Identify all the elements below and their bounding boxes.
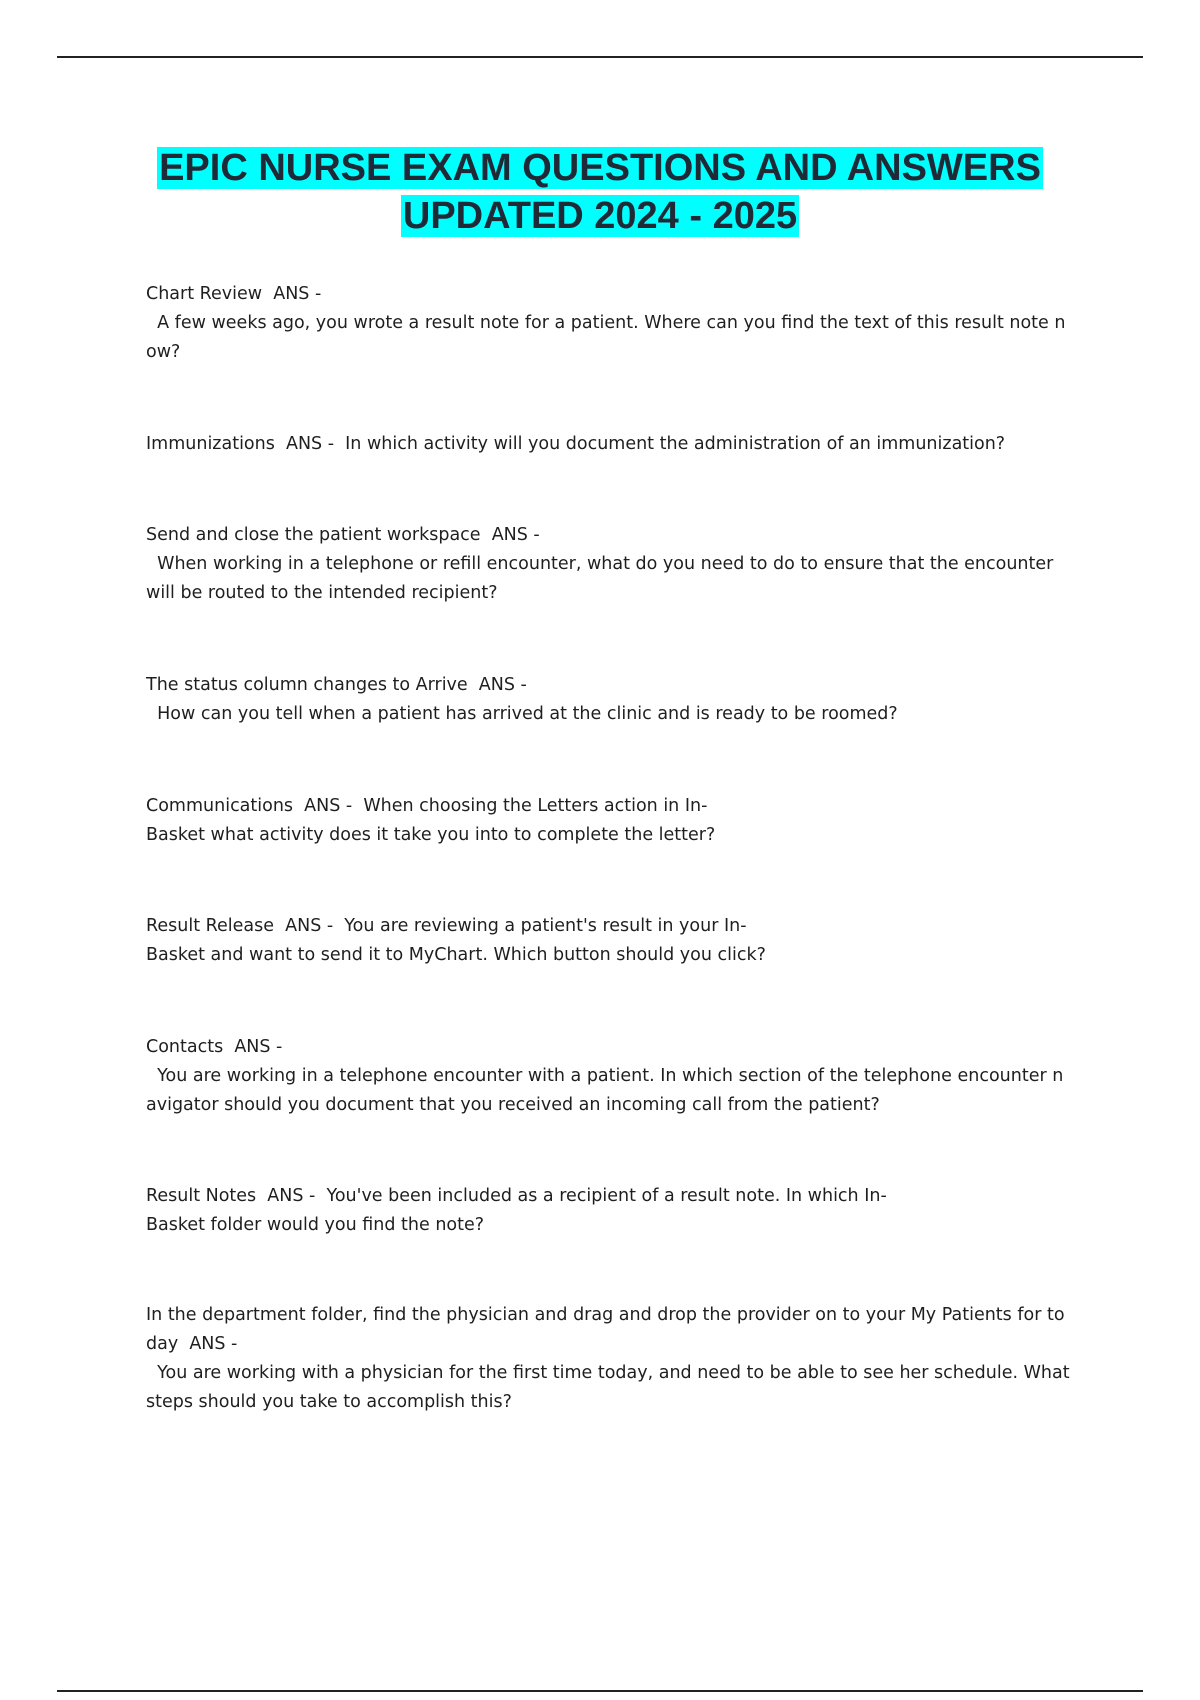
qa-item: Immunizations ANS - In which activity will you document the administration of an immunization? [146, 434, 1006, 454]
qa-item: Contacts ANS - You are working in a telephone encounter with a patient. In which section of the telephone encounter n avigator should you document that you received an incoming call from the patient? [146, 1037, 1064, 1115]
qa-item: Communications ANS - When choosing the Letters action in In- Basket what activity does it take you into to complete the letter? [146, 796, 716, 845]
qa-item: The status column changes to Arrive ANS - How can you tell when a patient has arrived at the clinic and is ready to be roomed? [146, 675, 898, 724]
qa-item: Chart Review ANS - A few weeks ago, you wrote a result note for a patient. Where can you find the text of this result note n ow? [146, 284, 1066, 362]
title-line-2: UPDATED 2024 - 2025 [402, 195, 798, 237]
top-rule [57, 56, 1143, 58]
qa-item: Result Release ANS - You are reviewing a patient's result in your In- Basket and want to send it to MyChart. Which button should you click? [146, 916, 766, 965]
bottom-rule [57, 1690, 1143, 1692]
page-title [100, 144, 1100, 240]
qa-item: Result Notes ANS - You've been included as a recipient of a result note. In which In- Basket folder would you find the note? [146, 1186, 887, 1235]
qa-item: Send and close the patient workspace ANS - When working in a telephone or refill encounter, what do you need to do to ensure that the encounter will be routed to the intended recipient? [146, 525, 1054, 603]
title-line-1: EPIC NURSE EXAM QUESTIONS AND ANSWERS [159, 147, 1041, 189]
qa-item: In the department folder, find the physician and drag and drop the provider on to your My Patients for to day ANS - You are working with a physician for the first time today, and need to be able to see her schedule. What steps should you take to accomplish this? [146, 1305, 1070, 1412]
